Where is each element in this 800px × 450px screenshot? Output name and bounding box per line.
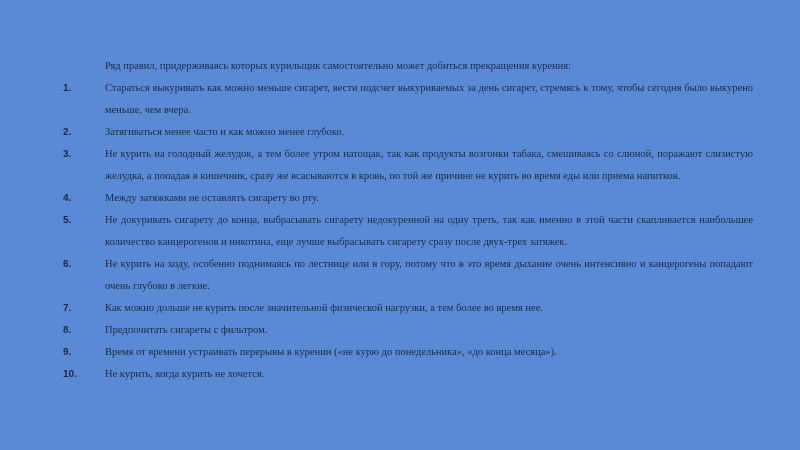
rule-item bbox=[63, 122, 753, 144]
rule-number: 1. bbox=[63, 82, 72, 94]
rules-list bbox=[0, 78, 800, 386]
rule-number: 3. bbox=[63, 148, 72, 160]
rule-text: Не курить на ходу, особенно поднимаясь по лестнице или в гору, потому что в это время дыхание очень интенсивно и канцерогены попадают очень глубоко в легкие. bbox=[105, 258, 753, 292]
rule-item bbox=[63, 188, 753, 210]
rule-item bbox=[63, 144, 753, 188]
rule-text: Предпочитать сигареты с фильтром. bbox=[105, 324, 268, 336]
rule-number: 6. bbox=[63, 258, 72, 270]
rule-number: 9. bbox=[63, 346, 72, 358]
rule-text: Как можно дольше не курить после значительной физической нагрузки, а тем более во время нее. bbox=[105, 302, 543, 314]
rule-text: Время от времени устраивать перерывы в курении («не курю до понедельника», «до конца месяца»). bbox=[105, 346, 557, 358]
rule-text: Не курить, когда курить не хочется. bbox=[105, 368, 265, 380]
rule-text: Затягиваться менее часто и как можно менее глубоко. bbox=[105, 126, 345, 138]
rule-text: Не курить на голодный желудок, а тем более утром натощак, так как продукты возгонки табака, смешиваясь со слюной, поражают слизистую желудка, а попадая в кишечник, сразу же всасываются в кровь, по той же причине не курить во время еды или приема напитков. bbox=[105, 148, 753, 182]
rule-number: 2. bbox=[63, 126, 72, 138]
rule-item bbox=[63, 364, 753, 386]
rule-item bbox=[63, 342, 753, 364]
rule-item bbox=[63, 320, 753, 342]
rule-number: 5. bbox=[63, 214, 72, 226]
rule-item bbox=[63, 78, 753, 122]
rule-number: 4. bbox=[63, 192, 72, 204]
rule-text: Стараться выкуривать как можно меньше сигарет, вести подсчет выкуриваемых за день сигарет, стремясь к тому, чтобы сегодня было выкурено меньше, чем вчера. bbox=[105, 82, 753, 116]
rule-number: 10. bbox=[63, 368, 77, 380]
rule-item bbox=[63, 298, 753, 320]
rule-item bbox=[63, 210, 753, 254]
rule-text: Не докуривать сигарету до конца, выбрасывать сигарету недокуренной на одну треть, так как именно в этой части скапливается наибольшее количество канцерогенов и никотина, еще лучше выбрасывать сигарету сразу после двух-трех затяжек. bbox=[105, 214, 753, 248]
rule-number: 7. bbox=[63, 302, 72, 314]
rule-item bbox=[63, 254, 753, 298]
intro-text: Ряд правил, придерживаясь которых курильщик самостоятельно может добиться прекращения курения: bbox=[105, 60, 572, 72]
rule-number: 8. bbox=[63, 324, 72, 336]
rule-text: Между затяжками не оставлять сигарету во рту. bbox=[105, 192, 319, 204]
